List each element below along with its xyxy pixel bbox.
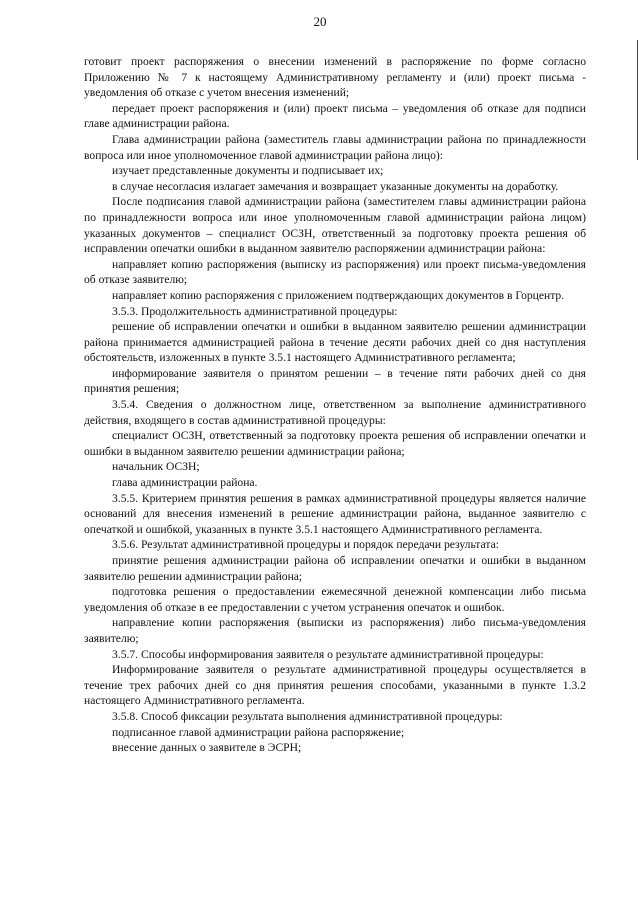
paragraph: После подписания главой администрации района (заместителем главы администрации района по принадлежности вопроса или иное уполномоченным главой администрации района лицом) указанных документов – специалист ОСЗН, ответственный за подготовку проекта решения об исправлении опечатки ошибки в выданном заявителю распоряжении администрации района: [84, 195, 586, 256]
paragraph: решение об исправлении опечатки и ошибки в выданном заявителю решении администрации района принимается администрацией района в течение десяти рабочих дней со дня наступления обстоятельств, изложенных в пункте 3.5.1 настоящего Административного регламента; [84, 320, 586, 365]
paragraph: подписанное главой администрации района распоряжение; [112, 725, 405, 739]
paragraph: готовит проект распоряжения о внесении изменений в распоряжение по форме согласно Приложению № 7 к настоящему Административному регламенту и (или) проект письма - уведомления об отказе с учетом внесения изменений; [84, 55, 586, 100]
paragraph: в случае несогласия излагает замечания и возвращает указанные документы на доработку. [112, 179, 559, 193]
page-number: 20 [313, 14, 327, 29]
paragraph: направляет копию распоряжения (выписку из распоряжения) или проект письма-уведомления об отказе заявителю; [84, 257, 586, 287]
paragraph: направление копии распоряжения (выписки из распоряжения) либо письма-уведомления заявителю; [84, 616, 586, 645]
paragraph: информирование заявителя о принятом решении – в течение пяти рабочих дней со дня принятия решения; [84, 366, 586, 396]
paragraph: глава администрации района. [112, 476, 258, 490]
scan-edge-line [637, 40, 638, 160]
paragraph: передает проект распоряжения и (или) проект письма – уведомления об отказе для подписи главе администрации района. [84, 101, 586, 131]
paragraph: подготовка решения о предоставлении ежемесячной денежной компенсации либо письма уведомления об отказе в ее предоставлении с учетом устранения опечаток и ошибок. [84, 585, 586, 614]
paragraph: изучает представленные документы и подписывает их; [112, 164, 384, 178]
paragraph: 3.5.3. Продолжительность административной процедуры: [112, 304, 398, 318]
paragraph: 3.5.5. Критерием принятия решения в рамках административной процедуры является наличие оснований для внесения изменений в решение администрации района, выданное заявителю с опечаткой и ошибкой, указанных в пункте 3.5.1 настоящего Административного регламента. [84, 491, 586, 536]
document-body [84, 54, 586, 756]
paragraph: специалист ОСЗН, ответственный за подготовку проекта решения об исправлении опечатки и ошибки в выданном заявителю решении администрации района; [84, 429, 586, 458]
paragraph: начальник ОСЗН; [112, 460, 200, 474]
paragraph: Информирование заявителя о результате административной процедуры осуществляется в течение трех рабочих дней со дня принятия решения способами, указанными в пункте 1.3.2 настоящего Административного регламента. [84, 663, 586, 708]
paragraph: 3.5.4. Сведения о должностном лице, ответственном за выполнение административного действия, входящего в состав административной процедуры: [84, 398, 586, 427]
paragraph: 3.5.6. Результат административной процедуры и порядок передачи результата: [112, 538, 499, 552]
paragraph: внесение данных о заявителе в ЭСРН; [112, 741, 302, 755]
paragraph: направляет копию распоряжения с приложением подтверждающих документов в Горцентр. [112, 288, 565, 302]
paragraph: 3.5.7. Способы информирования заявителя о результате административной процедуры: [112, 647, 544, 661]
paragraph: принятие решения администрации района об исправлении опечатки и ошибки в выданном заявителю решении администрации района; [84, 554, 586, 583]
paragraph: 3.5.8. Способ фиксации результата выполнения административной процедуры: [112, 709, 503, 723]
paragraph: Глава администрации района (заместитель главы администрации района по принадлежности вопроса или иное уполномоченное главой администрации района лицо): [84, 132, 586, 162]
